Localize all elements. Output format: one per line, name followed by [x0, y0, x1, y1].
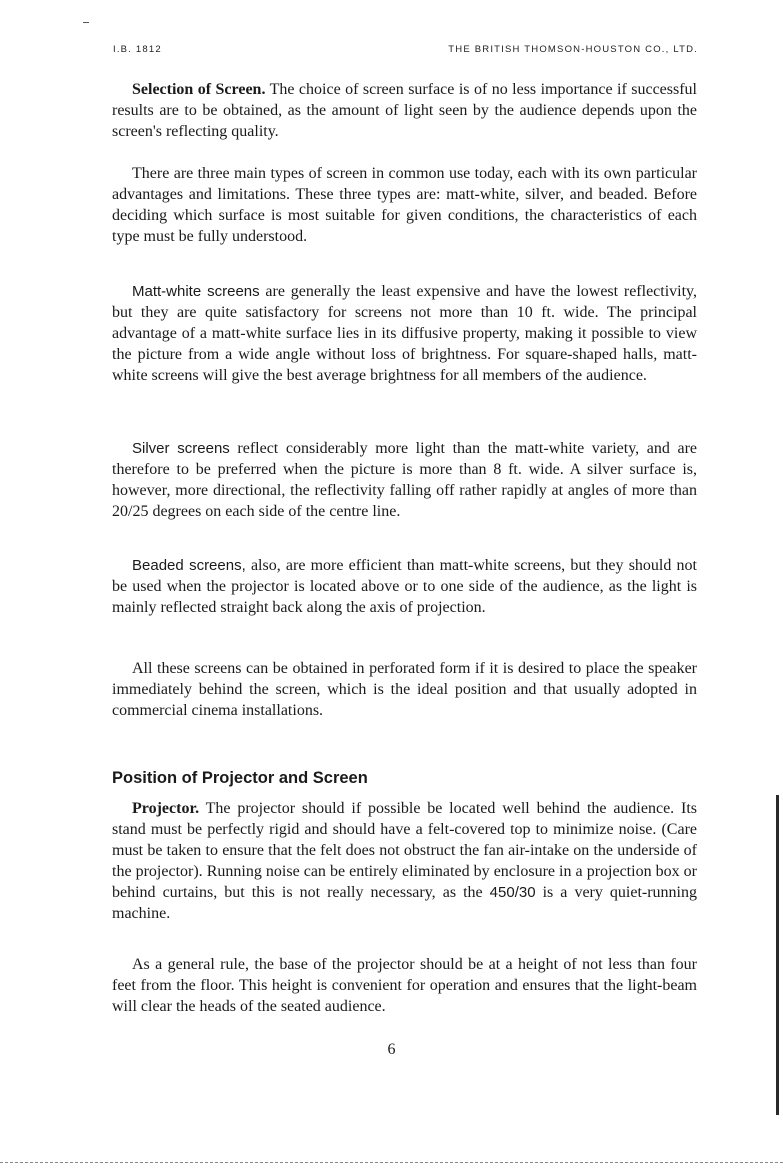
- matt-white-text: are generally the least expensive and have the lowest reflectivity, but they are quite satisfactory for screens not more than 10 ft. wide. The principal advantage of a matt-white surface lies in its diffusive property, making it possible to view the picture from a wide angle without loss of brightness. For square-shaped halls, matt-white screens will give the best average brightness for all members of the audience.: [112, 283, 698, 384]
- section-heading: Position of Projector and Screen: [112, 769, 368, 787]
- document-id: I.B. 1812: [113, 44, 162, 55]
- projector-text-before: The projector should if possible be located well behind the audience. Its stand must be perfectly rigid and should have a felt-covered top to minimize noise. (Care must be taken to ensure that the felt does not obstruct the fan air-intake on the underside of the projector). Running noise can be entirely eliminated by enclosure in a projection box or behind curtains, but this is not really necessary, as the: [112, 800, 697, 901]
- selection-lead: Selection of Screen.: [132, 81, 266, 98]
- scan-mark: [83, 22, 89, 23]
- projector-lead: Projector.: [132, 800, 200, 817]
- projector-model: 450/30: [489, 884, 536, 901]
- projector-paragraph: [112, 798, 697, 924]
- selection-text: The choice of screen surface is of no less importance if successful results are to be obtained, as the amount of light seen by the audience depends upon the screen's reflecting quality.: [112, 81, 697, 140]
- beaded-lead: Beaded screens,: [132, 557, 246, 574]
- selection-paragraph: [112, 79, 697, 142]
- scan-bottom-edge: [0, 1162, 783, 1163]
- silver-paragraph: [112, 438, 697, 522]
- silver-lead: Silver screens: [132, 440, 230, 457]
- beaded-text: also, are more efficient than matt-white screens, but they should not be used when the projector is located above or to one side of the audience, as the light is mainly reflected straight back along the axis of projection.: [112, 557, 697, 616]
- screen-types-paragraph: There are three main types of screen in common use today, each with its own particular advantages and limitations. These three types are: matt-white, silver, and beaded. Before deciding which surface is most suitable for given conditions, the characteristics of each type must be fully understood.: [112, 165, 697, 245]
- matt-white-paragraph: [112, 281, 697, 386]
- page-number: 6: [387, 1041, 396, 1058]
- company-name: THE BRITISH THOMSON-HOUSTON CO., LTD.: [448, 44, 698, 55]
- scan-edge-line: [776, 795, 779, 1115]
- projector-text-after: is a very quiet-running machine.: [112, 884, 697, 922]
- silver-text: reflect considerably more light than the matt-white variety, and are therefore to be preferred when the picture is more than 8 ft. wide. A silver surface is, however, more directional, the reflectivity falling off rather rapidly at angles of more than 20/25 degrees on each side of the centre line.: [112, 440, 697, 520]
- matt-white-lead: Matt-white screens: [132, 283, 260, 300]
- height-paragraph: As a general rule, the base of the projector should be at a height of not less than four feet from the floor. This height is convenient for operation and ensures that the light-beam will clear the heads of the seated audience.: [112, 956, 697, 1015]
- perforated-paragraph: All these screens can be obtained in perforated form if it is desired to place the speaker immediately behind the screen, which is the ideal position and that usually adopted in commercial cinema installations.: [112, 660, 697, 719]
- beaded-paragraph: [112, 555, 697, 618]
